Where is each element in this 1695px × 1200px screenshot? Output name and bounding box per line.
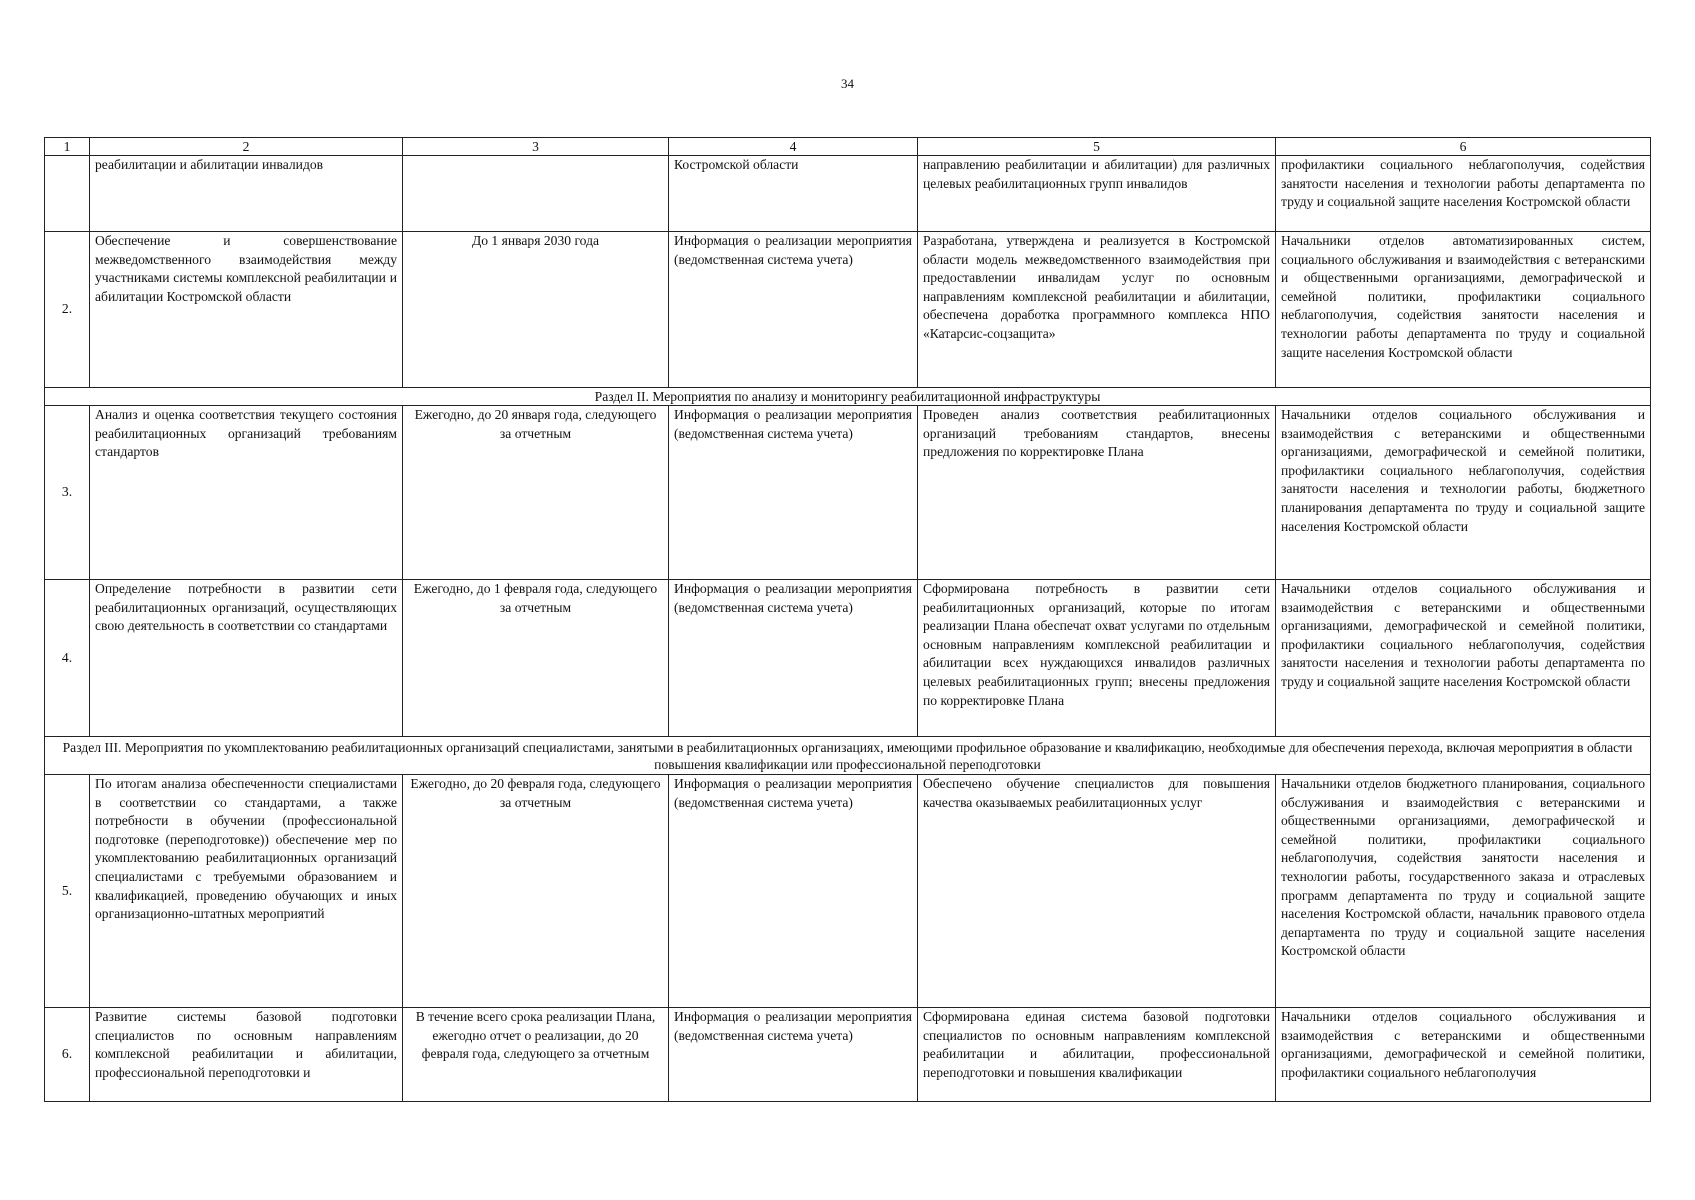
responsible-cell: Начальники отделов социального обслуживания и взаимодействия с ветеранскими и общественными организациями, демографической и семейной политики, профилактики социального неблагополучия, содействия занятости населения и технологии работы, бюджетного планирования департамента по труду и социальной защите населения Костромской области (1276, 406, 1651, 580)
result-cell: Разработана, утверждена и реализуется в Костромской области модель межведомственного взаимодействия при предоставлении инвалидам услуг по основным направлениям комплексной реабилитации и абилитации, обеспечена доработка программного комплекса НПО «Катарсис-соцзащита» (918, 232, 1276, 388)
column-number: 2 (90, 138, 403, 156)
column-number: 4 (669, 138, 918, 156)
result-cell: Сформирована единая система базовой подготовки специалистов по основным направлениям комплексной реабилитации и абилитации, профессиональной переподготовки и повышения квалификации (918, 1008, 1276, 1102)
row-number: 2. (45, 232, 90, 388)
event-cell: Анализ и оценка соответствия текущего состояния реабилитационных организаций требованиям стандартов (90, 406, 403, 580)
deadline-cell: До 1 января 2030 года (403, 232, 669, 388)
responsible-cell: Начальники отделов бюджетного планирования, социального обслуживания и взаимодействия с ветеранскими и общественными организациями, демографической и семейной политики, профилактики социального неблагополучия, содействия занятости населения и технологии работы, государственного заказа и отраслевых программ департамента по труду и социальной защите населения Костромской области, начальник правового отдела департамента по труду и социальной защите населения Костромской области (1276, 775, 1651, 1008)
result-cell: Проведен анализ соответствия реабилитационных организаций требованиям стандартов, внесены предложения по корректировке Плана (918, 406, 1276, 580)
deadline-cell: В течение всего срока реализации Плана, ежегодно отчет о реализации, до 20 февраля года, следующего за отчетным (403, 1008, 669, 1102)
column-number: 1 (45, 138, 90, 156)
form-cell: Костромской области (669, 156, 918, 232)
event-cell: реабилитации и абилитации инвалидов (90, 156, 403, 232)
event-cell: Обеспечение и совершенствование межведомственного взаимодействия между участниками системы комплексной реабилитации и абилитации Костромской области (90, 232, 403, 388)
table-row (45, 406, 1651, 580)
responsible-cell: Начальники отделов социального обслуживания и взаимодействия с ветеранскими и общественными организациями, демографической и семейной политики, профилактики социального неблагополучия, содействия занятости населения и технологии работы департамента по труду и социальной защите населения Костромской области (1276, 580, 1651, 737)
result-cell: направлению реабилитации и абилитации) для различных целевых реабилитационных групп инвалидов (918, 156, 1276, 232)
result-cell: Сформирована потребность в развитии сети реабилитационных организаций, которые по итогам реализации Плана обеспечат охват услугами по отдельным основным направлениям комплексной реабилитации и абилитации всех нуждающихся инвалидов различных целевых реабилитационных групп; внесены предложения по корректировке Плана (918, 580, 1276, 737)
responsible-cell: Начальники отделов социального обслуживания и взаимодействия с ветеранскими и общественными организациями, демографической и семейной политики, профилактики социального неблагополучия (1276, 1008, 1651, 1102)
event-cell: По итогам анализа обеспеченности специалистами в соответствии со стандартами, а также потребности в обучении (профессиональной подготовке (переподготовке)) обеспечение мер по укомплектованию реабилитационных организаций специалистами с требуемыми образованием и квалификацией, проведению обучающих и иных организационно-штатных мероприятий (90, 775, 403, 1008)
event-cell: Развитие системы базовой подготовки специалистов по основным направлениям комплексной реабилитации и абилитации, профессиональной переподготовки и (90, 1008, 403, 1102)
table-row (45, 775, 1651, 1008)
form-cell: Информация о реализации мероприятия (ведомственная система учета) (669, 232, 918, 388)
result-cell: Обеспечено обучение специалистов для повышения качества оказываемых реабилитационных услуг (918, 775, 1276, 1008)
table-row (45, 232, 1651, 388)
row-number: 6. (45, 1008, 90, 1102)
form-cell: Информация о реализации мероприятия (ведомственная система учета) (669, 1008, 918, 1102)
table-row (45, 156, 1651, 232)
section-heading: Раздел III. Мероприятия по укомплектованию реабилитационных организаций специалистами, занятыми в реабилитационных организациях, имеющими профильное образование и квалификацию, необходимые для обеспечения перехода, включая мероприятия в области повышения квалификации или профессиональной переподготовки (45, 737, 1651, 775)
table-row (45, 580, 1651, 737)
row-number (45, 156, 90, 232)
form-cell: Информация о реализации мероприятия (ведомственная система учета) (669, 775, 918, 1008)
row-number: 5. (45, 775, 90, 1008)
responsible-cell: профилактики социального неблагополучия, содействия занятости населения и технологии работы департамента по труду и социальной защите населения Костромской области (1276, 156, 1651, 232)
form-cell: Информация о реализации мероприятия (ведомственная система учета) (669, 580, 918, 737)
row-number: 3. (45, 406, 90, 580)
responsible-cell: Начальники отделов автоматизированных систем, социального обслуживания и взаимодействия с ветеранскими и общественными организациями, демографической и семейной политики, профилактики социального неблагополучия, содействия занятости населения и технологии работы департамента по труду и социальной защите населения Костромской области (1276, 232, 1651, 388)
page-number: 34 (841, 76, 854, 91)
plan-table (44, 137, 1651, 1102)
deadline-cell (403, 156, 669, 232)
column-number-row (45, 138, 1651, 156)
event-cell: Определение потребности в развитии сети реабилитационных организаций, осуществляющих свою деятельность в соответствии со стандартами (90, 580, 403, 737)
column-number: 3 (403, 138, 669, 156)
row-number: 4. (45, 580, 90, 737)
table-row (45, 1008, 1651, 1102)
section-heading: Раздел II. Мероприятия по анализу и мониторингу реабилитационной инфраструктуры (45, 388, 1651, 406)
form-cell: Информация о реализации мероприятия (ведомственная система учета) (669, 406, 918, 580)
column-number: 6 (1276, 138, 1651, 156)
section-row (45, 737, 1651, 775)
deadline-cell: Ежегодно, до 20 февраля года, следующего за отчетным (403, 775, 669, 1008)
deadline-cell: Ежегодно, до 1 февраля года, следующего за отчетным (403, 580, 669, 737)
deadline-cell: Ежегодно, до 20 января года, следующего за отчетным (403, 406, 669, 580)
column-number: 5 (918, 138, 1276, 156)
section-row (45, 388, 1651, 406)
